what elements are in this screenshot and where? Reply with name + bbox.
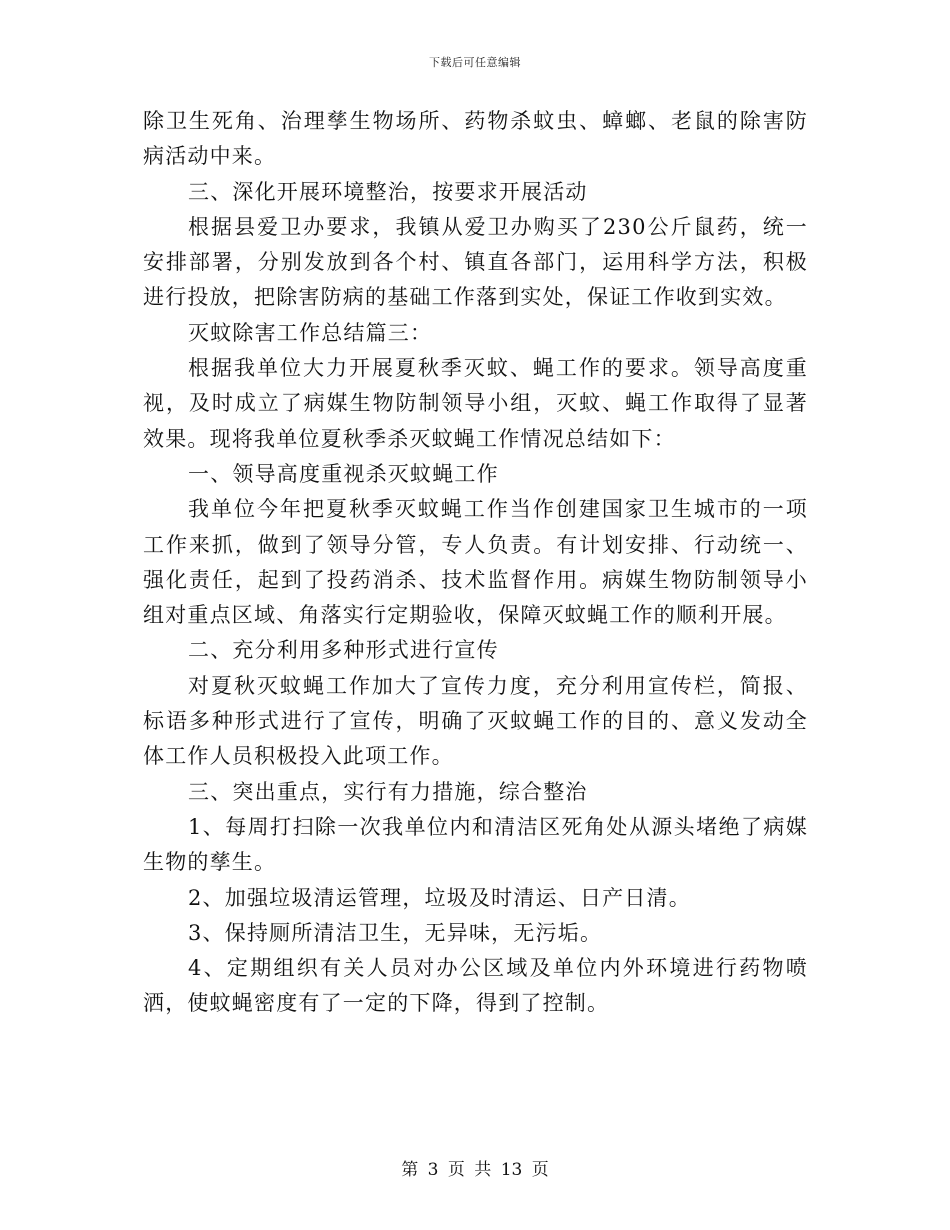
section-heading-1: 一、领导高度重视杀灭蚊蝇工作 (188, 461, 499, 486)
article-title-part-3: 灭蚊除害工作总结篇三： (188, 320, 433, 345)
page-header: 下载后可任意编辑 (429, 56, 521, 69)
paragraph-rat-poison: 根据县爱卫办要求，我镇从爱卫办购买了230公斤鼠药，统一安排部署，分别发放到各个村、镇直各部门，运用科学方法，积极进行投放，把除害防病的基础工作落到实处，保证工作收到实效。 (143, 214, 808, 310)
list-item-2: 2、加强垃圾清运管理，垃圾及时清运、日产日清。 (188, 885, 691, 910)
section-heading-2: 二、充分利用多种形式进行宣传 (188, 638, 499, 663)
document-body (143, 104, 808, 1022)
paragraph-intro: 根据我单位大力开展夏秋季灭蚊、蝇工作的要求。领导高度重视，及时成立了病媒生物防制领导小组，灭蚊、蝇工作取得了显著效果。现将我单位夏秋季杀灭蚊蝇工作情况总结如下： (143, 356, 808, 451)
section-heading-3: 三、深化开展环境整治，按要求开展活动 (188, 179, 588, 204)
paragraph-publicity: 对夏秋灭蚊蝇工作加大了宣传力度，充分利用宣传栏，简报、标语多种形式进行了宣传，明确了灭蚊蝇工作的目的、意义发动全体工作人员积极投入此项工作。 (143, 673, 808, 769)
page-number: 第 3 页 共 13 页 (401, 1160, 549, 1180)
paragraph-leadership: 我单位今年把夏秋季灭蚊蝇工作当作创建国家卫生城市的一项工作来抓，做到了领导分管，专人负责。有计划安排、行动统一、强化责任，起到了投药消杀、技术监督作用。病媒生物防制领导小组对重点区域、角落实行定期验收，保障灭蚊蝇工作的顺利开展。 (143, 497, 808, 628)
section-heading-3b: 三、突出重点，实行有力措施，综合整治 (188, 779, 588, 804)
list-item-3: 3、保持厕所清洁卫生，无异味，无污垢。 (188, 920, 603, 945)
list-item-1: 1、每周打扫除一次我单位内和清洁区死角处从源头堵绝了病媒生物的孳生。 (143, 814, 808, 875)
paragraph-1: 除卫生死角、治理孳生物场所、药物杀蚊虫、蟑螂、老鼠的除害防病活动中来。 (143, 109, 808, 169)
list-item-4: 4、定期组织有关人员对办公区域及单位内外环境进行药物喷洒，使蚊蝇密度有了一定的下降，得到了控制。 (143, 956, 808, 1016)
